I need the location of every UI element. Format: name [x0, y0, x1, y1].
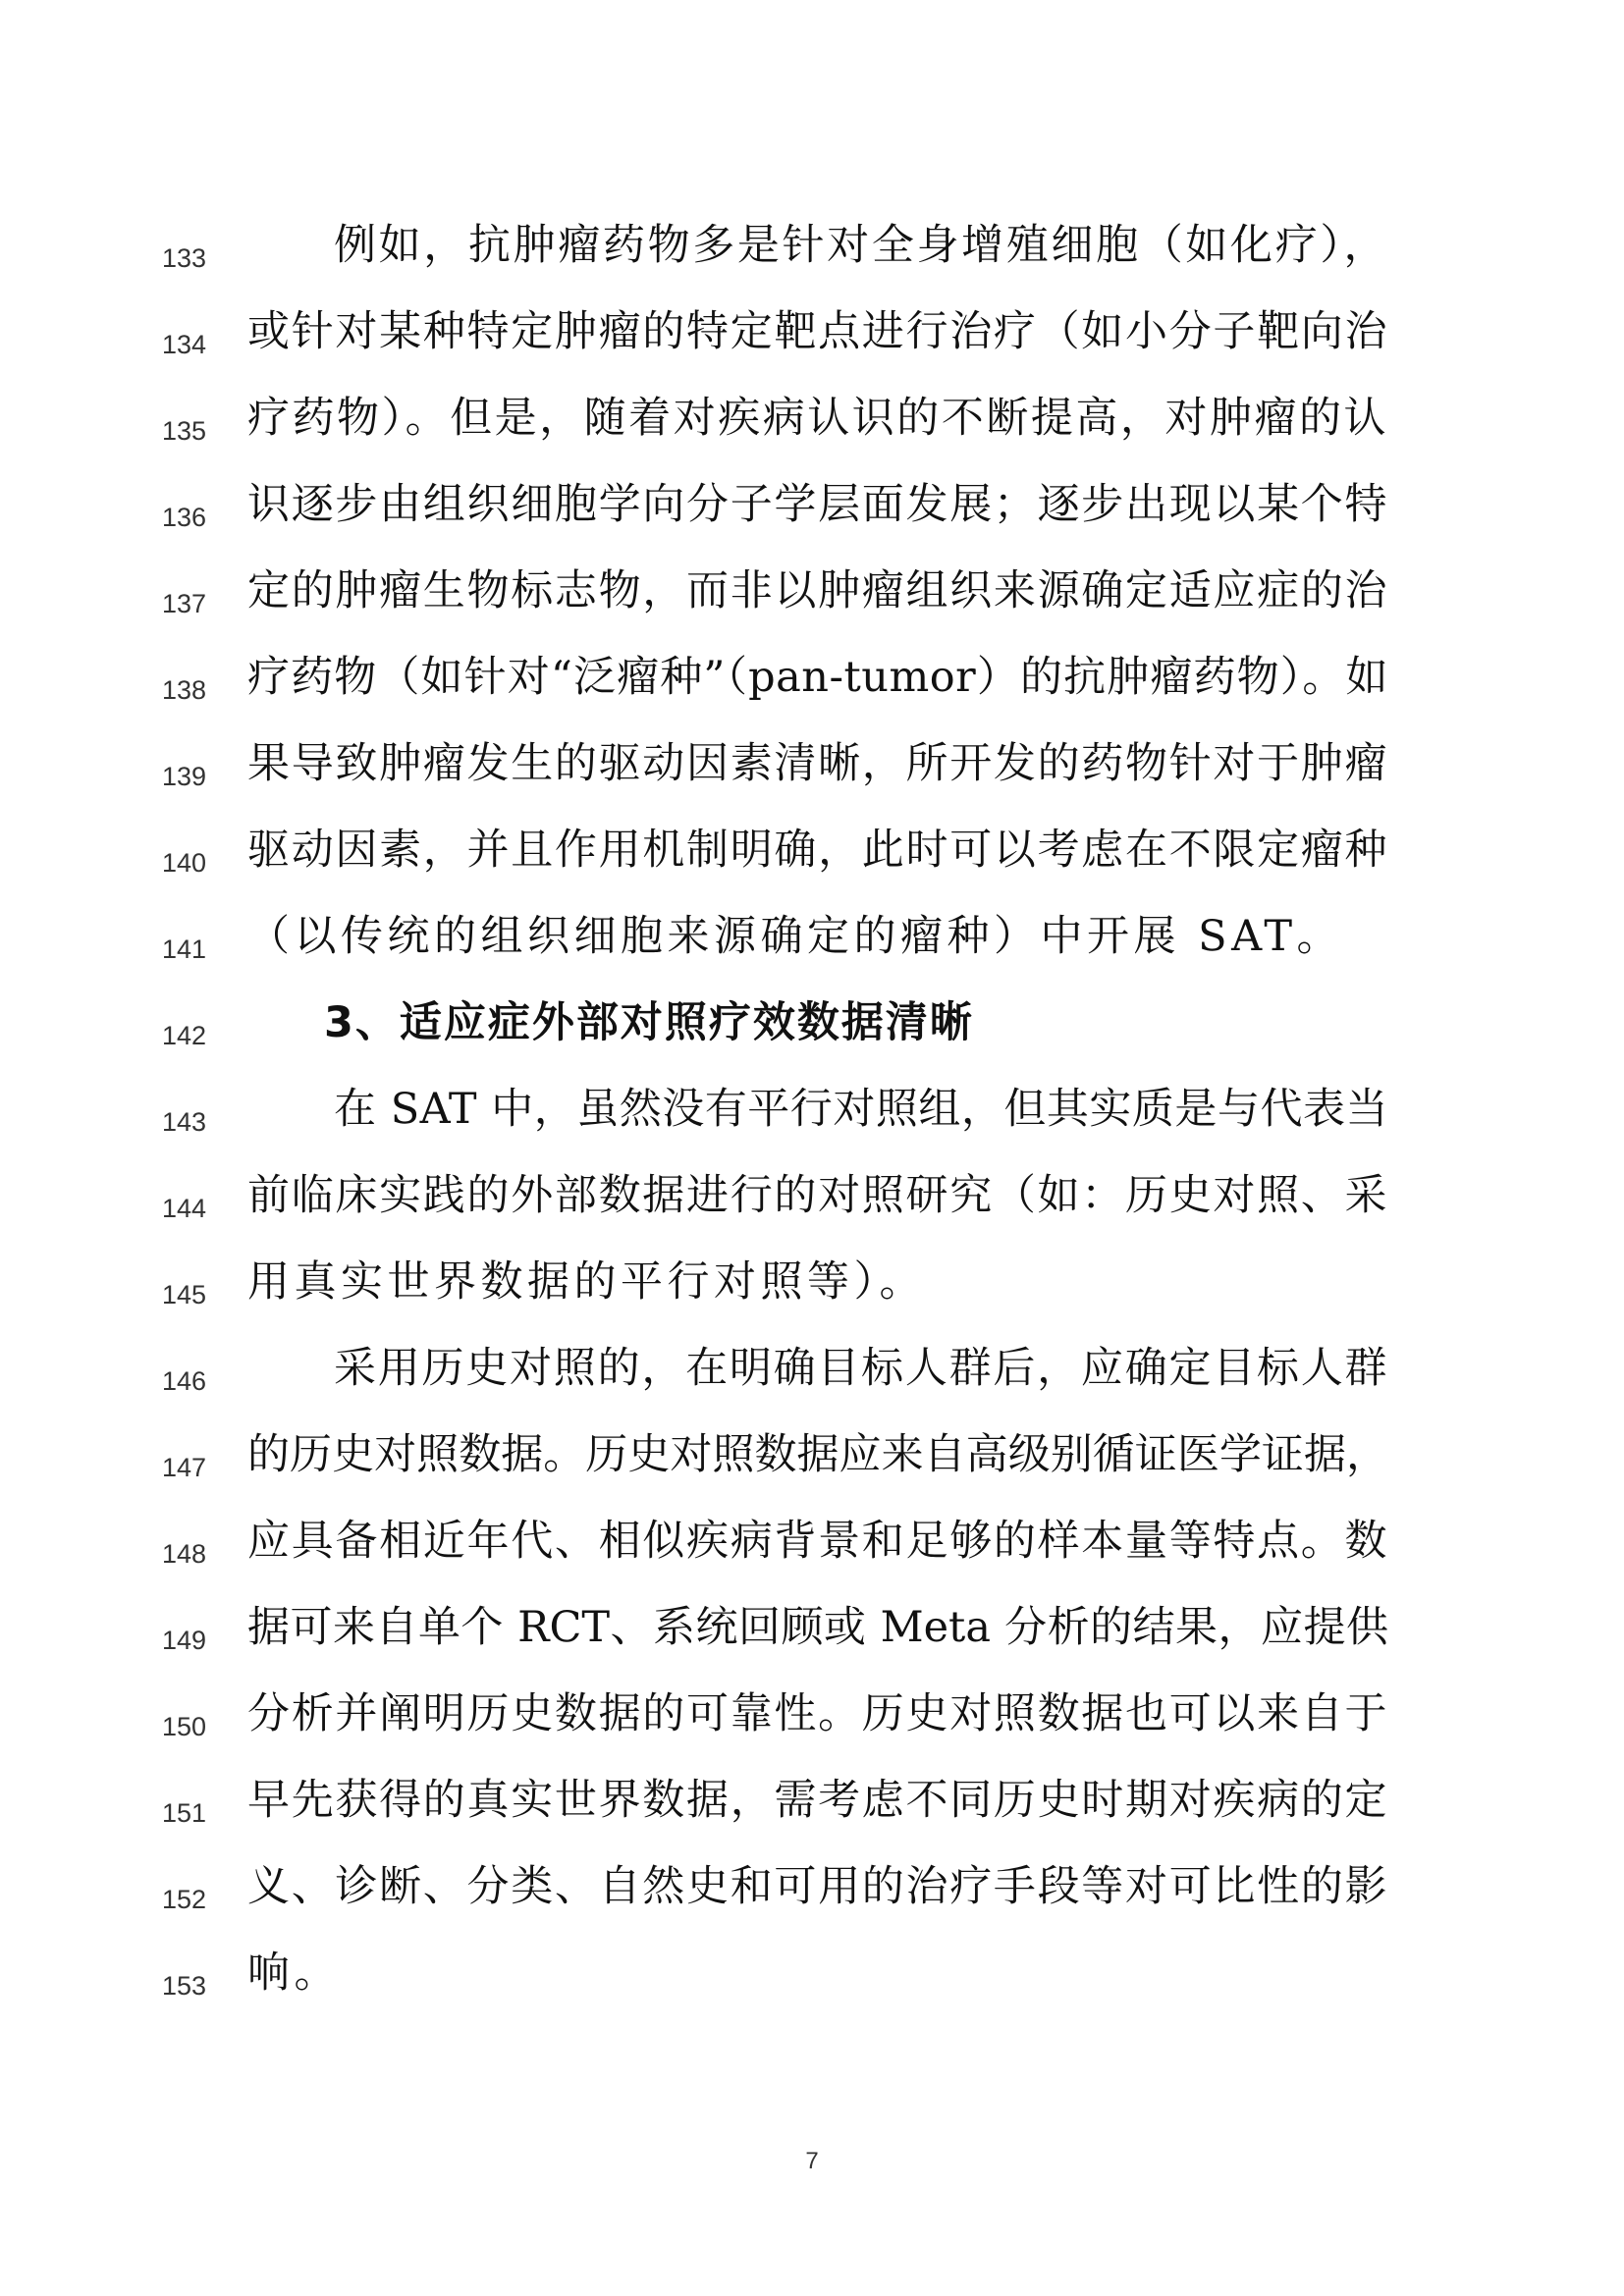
- text-line: [0, 734, 1624, 821]
- text-line: [0, 389, 1624, 475]
- line-text: 识逐步由组织细胞学向分子学层面发展；逐步出现以某个特: [247, 480, 1388, 529]
- line-text: 果导致肿瘤发生的驱动因素清晰，所开发的药物针对于肿瘤: [247, 739, 1388, 788]
- line-number: 150: [161, 1712, 206, 1741]
- text-line: [0, 1512, 1624, 1598]
- line-number: 145: [161, 1280, 206, 1309]
- text-line: [0, 475, 1624, 561]
- line-text: 分析并阐明历史数据的可靠性。历史对照数据也可以来自于: [247, 1689, 1388, 1738]
- text-line: [0, 561, 1624, 648]
- line-text: 早先获得的真实世界数据，需考虑不同历史时期对疾病的定: [247, 1776, 1388, 1825]
- line-text: 驱动因素，并且作用机制明确，此时可以考虑在不限定瘤种: [247, 826, 1388, 875]
- line-number: 142: [161, 1021, 206, 1050]
- text-line: [0, 1771, 1624, 1857]
- line-text: 疗药物）。但是，随着对疾病认识的不断提高，对肿瘤的认: [247, 394, 1388, 443]
- text-line: [0, 1166, 1624, 1253]
- line-text: 疗药物（如针对“泛瘤种”（pan-tumor）的抗肿瘤药物）。如: [247, 653, 1388, 702]
- line-number: 146: [161, 1366, 206, 1396]
- text-line: [0, 1598, 1624, 1684]
- text-line: [0, 302, 1624, 389]
- line-number: 148: [161, 1539, 206, 1569]
- line-number: 135: [161, 416, 206, 446]
- line-number: 136: [161, 503, 206, 532]
- section-heading: 3、适应症外部对照疗效数据清晰: [324, 998, 974, 1047]
- line-text: 或针对某种特定肿瘤的特定靶点进行治疗（如小分子靶向治: [247, 307, 1388, 356]
- line-number: 141: [161, 934, 206, 964]
- line-number: 139: [161, 762, 206, 791]
- text-line: [0, 1944, 1624, 2030]
- line-number: 152: [161, 1885, 206, 1914]
- line-text: 响。: [247, 1949, 341, 1998]
- text-line: [0, 1253, 1624, 1339]
- line-text: （以传统的组织细胞来源确定的瘤种）中开展 SAT。: [247, 912, 1344, 961]
- text-line: [0, 1857, 1624, 1944]
- line-text: 义、诊断、分类、自然史和可用的治疗手段等对可比性的影: [247, 1862, 1388, 1911]
- text-line: [0, 1425, 1624, 1512]
- line-text: 据可来自单个 RCT、系统回顾或 Meta 分析的结果，应提供: [247, 1603, 1388, 1652]
- line-text: 用真实世界数据的平行对照等）。: [247, 1257, 926, 1307]
- line-text: 定的肿瘤生物标志物，而非以肿瘤组织来源确定适应症的治: [247, 566, 1388, 615]
- line-text: 例如，抗肿瘤药物多是针对全身增殖细胞（如化疗），: [334, 221, 1388, 270]
- text-line: [0, 216, 1624, 302]
- line-number: 143: [161, 1107, 206, 1137]
- line-text: 前临床实践的外部数据进行的对照研究（如：历史对照、采: [247, 1171, 1388, 1220]
- line-number: 149: [161, 1626, 206, 1655]
- text-line: [0, 1684, 1624, 1771]
- line-number: 137: [161, 589, 206, 618]
- text-line: [0, 821, 1624, 907]
- line-text: 采用历史对照的，在明确目标人群后，应确定目标人群: [334, 1344, 1388, 1393]
- text-line: [0, 907, 1624, 993]
- line-number: 140: [161, 848, 206, 878]
- line-number: 144: [161, 1194, 206, 1223]
- line-number: 133: [161, 243, 206, 273]
- line-number: 147: [161, 1453, 206, 1482]
- text-line: [0, 1339, 1624, 1425]
- line-number: 151: [161, 1798, 206, 1828]
- line-text: 在 SAT 中，虽然没有平行对照组，但其实质是与代表当: [334, 1085, 1388, 1134]
- text-line: [0, 648, 1624, 734]
- page-number: 7: [805, 2148, 819, 2174]
- line-number: 134: [161, 330, 206, 359]
- section-heading-line: [0, 993, 1624, 1080]
- line-number: 153: [161, 1971, 206, 2001]
- line-number: 138: [161, 675, 206, 705]
- line-text: 的历史对照数据。历史对照数据应来自高级别循证医学证据，: [247, 1430, 1388, 1479]
- text-line: [0, 1080, 1624, 1166]
- line-text: 应具备相近年代、相似疾病背景和足够的样本量等特点。数: [247, 1517, 1388, 1566]
